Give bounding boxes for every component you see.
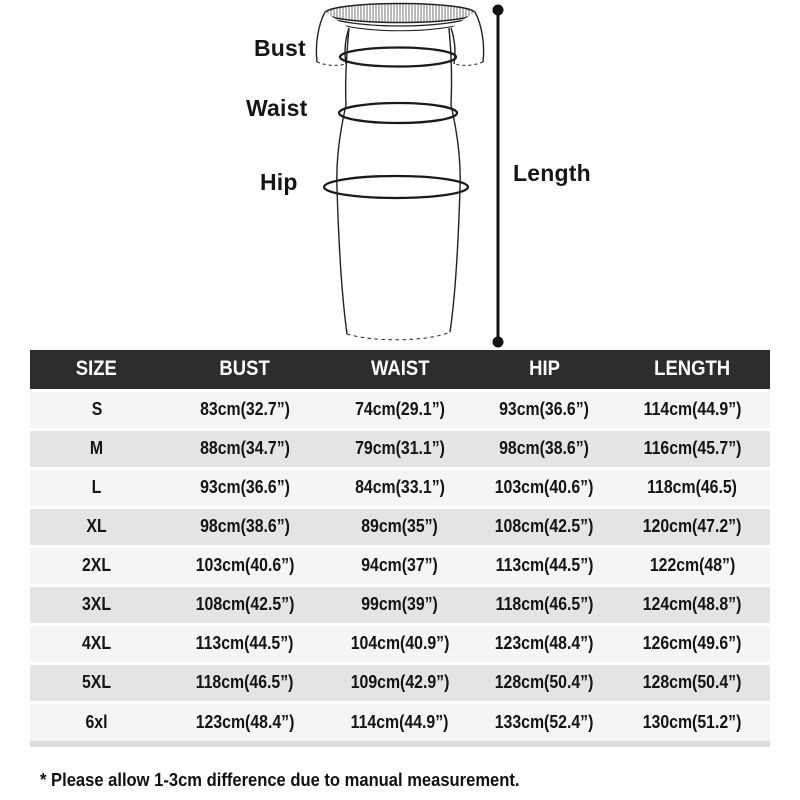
waist-cell: 89cm(35”) [326,507,474,546]
size-cell: M [30,429,163,468]
col-header-waist: WAIST [326,350,474,390]
bust-cell: 83cm(32.7”) [163,390,326,429]
table-row [30,390,770,429]
length-cell: 126cm(49.6”) [615,624,770,663]
table-row [30,624,770,663]
size-cell: 2XL [30,546,163,585]
measurement-disclaimer: * Please allow 1-3cm difference due to manual measurement. [40,770,520,790]
hip-cell: 103cm(40.6”) [474,468,615,507]
waist-cell: 104cm(40.9”) [326,624,474,663]
length-measure-line-icon [493,5,504,348]
length-cell: 120cm(47.2”) [615,507,770,546]
waist-cell: 79cm(31.1”) [326,429,474,468]
size-cell: L [30,468,163,507]
length-cell: 122cm(48”) [615,546,770,585]
length-cell: 118cm(46.5) [615,468,770,507]
bust-label: Bust [254,35,306,61]
size-cell: XL [30,507,163,546]
waist-cell: 114cm(44.9”) [326,702,474,741]
waist-cell: 109cm(42.9”) [326,663,474,702]
size-cell: 4XL [30,624,163,663]
table-row [30,585,770,624]
bust-cell: 93cm(36.6”) [163,468,326,507]
table-row [30,468,770,507]
hip-cell: 113cm(44.5”) [474,546,615,585]
table-row [30,702,770,741]
skirt-icon [337,105,460,340]
neckline-band-icon [325,4,475,31]
bust-cell: 113cm(44.5”) [163,624,326,663]
size-cell: 5XL [30,663,163,702]
col-header-bust: BUST [163,350,326,390]
length-cell: 114cm(44.9”) [615,390,770,429]
hip-cell: 108cm(42.5”) [474,507,615,546]
length-label: Length [513,160,591,186]
hip-cell: 98cm(38.6”) [474,429,615,468]
table-bottom-edge [30,741,770,747]
waist-cell: 84cm(33.1”) [326,468,474,507]
dress-sketch-icon [0,0,800,350]
bust-cell: 98cm(38.6”) [163,507,326,546]
length-cell: 130cm(51.2”) [615,702,770,741]
bust-cell: 103cm(40.6”) [163,546,326,585]
table-row [30,663,770,702]
waist-label: Waist [246,95,308,121]
waist-cell: 74cm(29.1”) [326,390,474,429]
size-table [30,350,770,747]
length-cell: 124cm(48.8”) [615,585,770,624]
table-row [30,429,770,468]
col-header-hip: HIP [474,350,615,390]
size-cell: 3XL [30,585,163,624]
hip-cell: 93cm(36.6”) [474,390,615,429]
measurement-diagram [0,0,800,350]
col-header-size: SIZE [30,350,163,390]
hip-cell: 118cm(46.5”) [474,585,615,624]
hip-label: Hip [260,169,298,195]
length-cell: 116cm(45.7”) [615,429,770,468]
bust-cell: 88cm(34.7”) [163,429,326,468]
table-row [30,507,770,546]
table-row [30,546,770,585]
col-header-length: LENGTH [615,350,770,390]
bust-cell: 108cm(42.5”) [163,585,326,624]
waist-cell: 99cm(39”) [326,585,474,624]
hip-cell: 123cm(48.4”) [474,624,615,663]
size-cell: 6xl [30,702,163,741]
length-cell: 128cm(50.4”) [615,663,770,702]
hip-cell: 128cm(50.4”) [474,663,615,702]
waist-cell: 94cm(37”) [326,546,474,585]
table-header-row [30,350,770,390]
hip-cell: 133cm(52.4”) [474,702,615,741]
bust-cell: 123cm(48.4”) [163,702,326,741]
bust-cell: 118cm(46.5”) [163,663,326,702]
size-cell: S [30,390,163,429]
